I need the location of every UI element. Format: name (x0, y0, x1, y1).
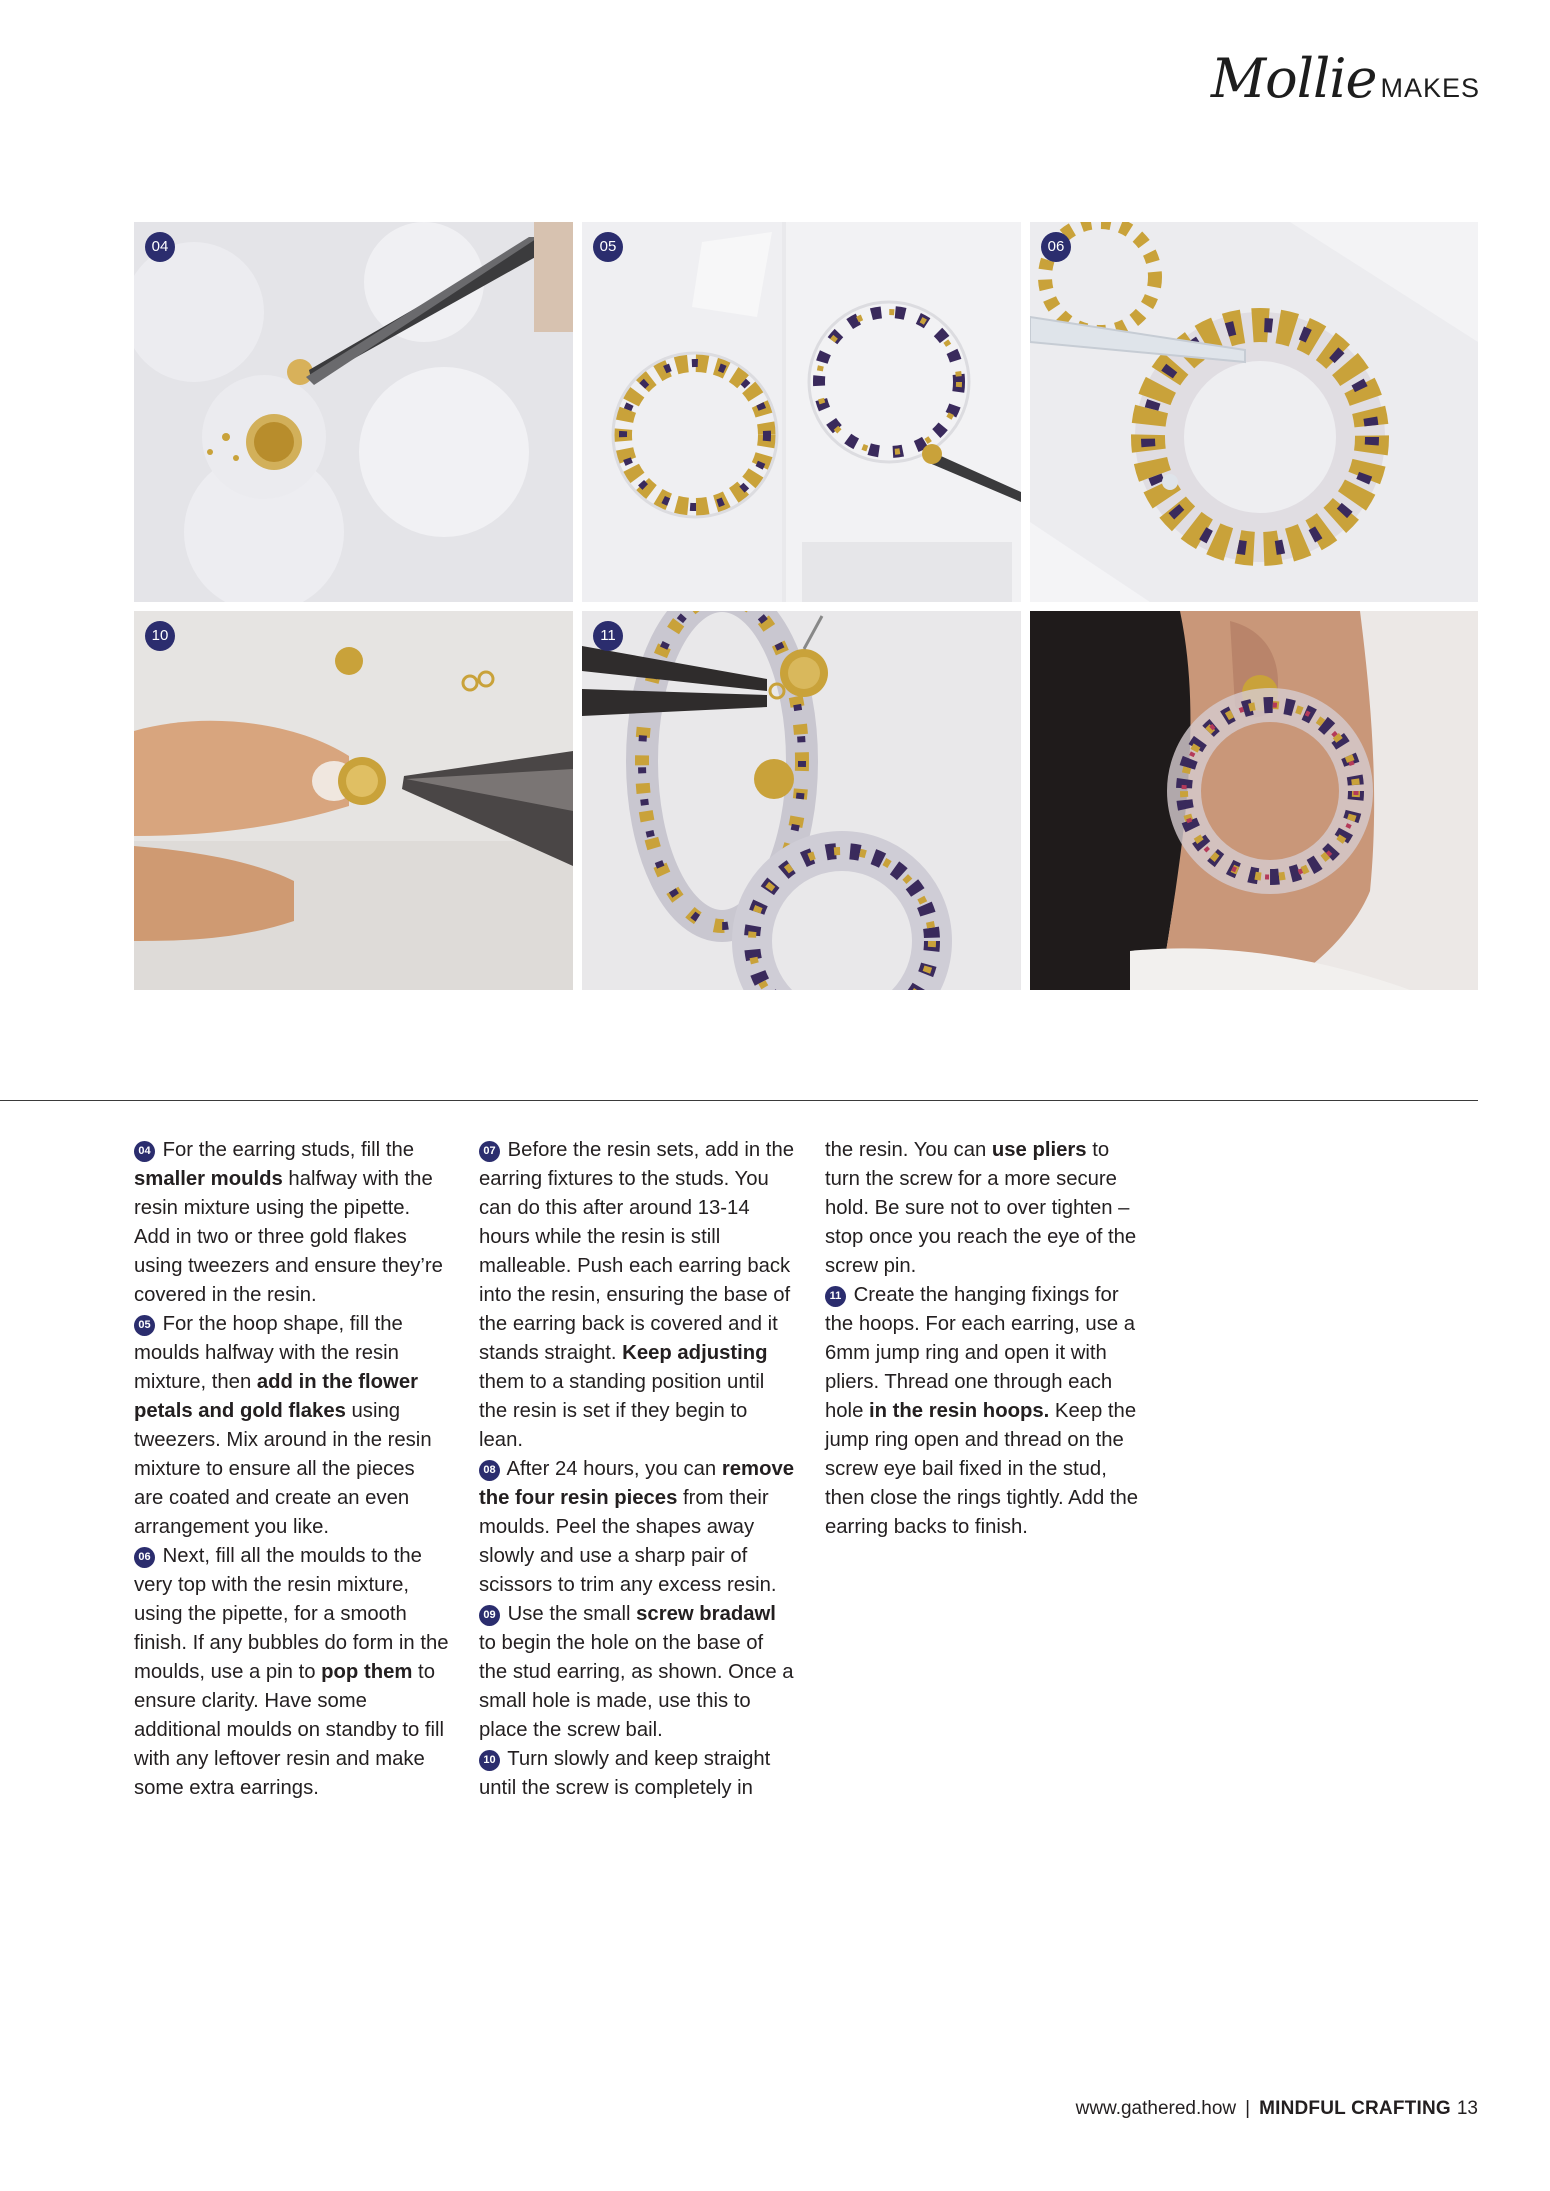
step-paragraph (825, 1136, 1140, 1281)
step-paragraph (134, 1136, 449, 1310)
step-photo-04 (134, 222, 573, 602)
body-text: After 24 hours, you can (502, 1458, 722, 1480)
step-number-badge: 06 (134, 1547, 155, 1568)
emphasis-text: Keep adjusting (622, 1342, 768, 1364)
emphasis-text: screw bradawl (636, 1603, 776, 1625)
body-text: Keep the jump ring open and thread on the screw eye bail fixed in the stud, then close the rings tightly. Add the earring backs to finish. (825, 1400, 1139, 1538)
step-paragraph (825, 1281, 1140, 1542)
body-text: Use the small (502, 1603, 637, 1625)
step-photo-11 (582, 611, 1021, 990)
step-paragraph (479, 1745, 794, 1803)
emphasis-text: use pliers (991, 1139, 1087, 1161)
step-badge: 10 (145, 621, 175, 651)
brand-logo (1210, 47, 1480, 110)
footer-separator: | (1245, 2098, 1251, 2119)
footer-url[interactable]: www.gathered.how (1075, 2098, 1237, 2119)
step-badge: 11 (593, 621, 623, 651)
step-badge: 06 (1041, 232, 1071, 262)
step-photo-10 (134, 611, 573, 990)
body-text: For the earring studs, fill the (157, 1139, 415, 1161)
body-text: to begin the hole on the base of the stud earring, as shown. Once a small hole is made, use this to place the screw bail. (479, 1632, 794, 1741)
pipette-filling-hoop-photo (1030, 222, 1478, 602)
body-text: to turn the screw for a more secure hold. Be sure not to over tighten – stop once you reach the eye of the screw pin. (825, 1139, 1137, 1277)
pliers-screw-bail-stud-photo (134, 611, 573, 990)
body-text: Next, fill all the moulds to the very top with the resin mixture, using the pipette, for a smooth finish. If any bubbles do form in the moulds, use a pin to (134, 1545, 449, 1683)
emphasis-text: add in the flower petals and gold flakes (134, 1371, 419, 1422)
body-text: using tweezers. Mix around in the resin mixture to ensure all the pieces are coated and create an even arrangement you like. (134, 1400, 432, 1538)
body-text: Turn slowly and keep straight until the screw is completely in (479, 1748, 771, 1799)
body-text: Before the resin sets, add in the earring fixtures to the studs. You can do this after around 13-14 hours while the resin is still malleable. Push each earring back into the resin, ensuring the base of the earring back is covered and it stands straight. (479, 1139, 794, 1364)
step-number-badge: 08 (479, 1460, 500, 1481)
step-badge: 05 (593, 232, 623, 262)
emphasis-text: pop them (321, 1661, 413, 1683)
step-photo-05 (582, 222, 1021, 602)
finished-earring-photo (1030, 611, 1478, 990)
step-badge: 04 (145, 232, 175, 262)
footer-section-title: MINDFUL CRAFTING (1259, 2098, 1451, 2119)
step-paragraph (479, 1600, 794, 1745)
body-text: from their moulds. Peel the shapes away slowly and use a sharp pair of scissors to trim any excess resin. (479, 1487, 777, 1596)
emphasis-text: in the resin hoops. (868, 1400, 1050, 1422)
section-divider (0, 1100, 1478, 1101)
body-text: halfway with the resin mixture using the pipette. Add in two or three gold flakes using tweezers and ensure they’re covered in the resin. (134, 1168, 443, 1306)
text-column-1 (134, 1136, 449, 1803)
brand-logo-script: Mollie (1210, 47, 1377, 110)
text-column-2 (479, 1136, 794, 1803)
text-column-3 (825, 1136, 1140, 1542)
step-number-badge: 04 (134, 1141, 155, 1162)
step-paragraph (134, 1542, 449, 1803)
page-footer (1076, 2098, 1478, 2120)
step-paragraph (134, 1310, 449, 1542)
hoop-moulds-petals-photo (582, 222, 1021, 602)
step-number-badge: 07 (479, 1141, 500, 1162)
pliers-jump-ring-hoop-photo (582, 611, 1021, 990)
body-text: For the hoop shape, fill the moulds halfway with the resin mixture, then (134, 1313, 403, 1393)
model-wearing-earring-photo (1030, 611, 1478, 990)
step-number-badge: 05 (134, 1315, 155, 1336)
body-text: them to a standing position until the resin is set if they begin to lean. (479, 1371, 765, 1451)
brand-logo-caps: MAKES (1380, 73, 1480, 103)
body-text: to ensure clarity. Have some additional moulds on standby to fill with any leftover resin and make some extra earrings. (134, 1661, 445, 1799)
emphasis-text: remove the four resin pieces (479, 1458, 795, 1509)
step-paragraph (479, 1455, 794, 1600)
body-text: Create the hanging fixings for the hoops. For each earring, use a 6mm jump ring and open it with pliers. Thread one through each hole (825, 1284, 1136, 1422)
emphasis-text: smaller moulds (134, 1168, 283, 1190)
tweezers-gold-flake-mould-photo (134, 222, 573, 602)
page-number: 13 (1456, 2098, 1478, 2119)
step-number-badge: 10 (479, 1750, 500, 1771)
step-number-badge: 11 (825, 1286, 846, 1307)
step-number-badge: 09 (479, 1605, 500, 1626)
step-paragraph (479, 1136, 794, 1455)
body-text: the resin. You can (825, 1139, 992, 1161)
step-photo-06 (1030, 222, 1478, 602)
